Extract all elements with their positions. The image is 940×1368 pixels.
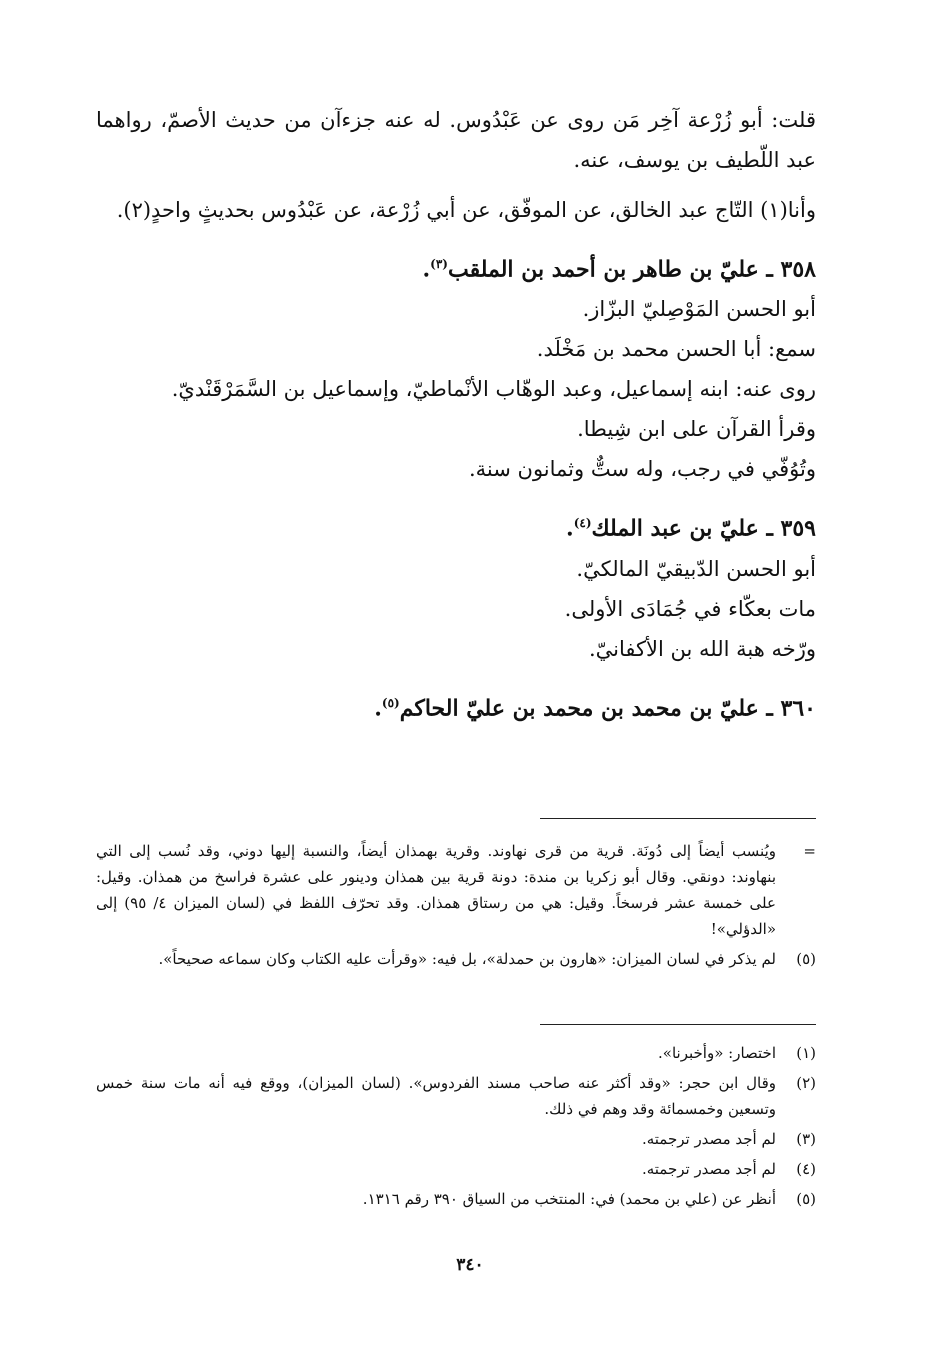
footnote (96, 838, 816, 942)
entry-title: ٣٥٩ ـ عليّ بن عبد الملك$^{(٤)}$. (566, 515, 816, 542)
entry-line: أبو الحسن المَوْصِليّ البزّاز. (582, 297, 816, 322)
entry-line: وتُوُفّي في رجب، وله ستٌّ وثمانون سنة. (468, 457, 816, 482)
footnote-divider (540, 818, 816, 819)
footnote-number: (٥) (796, 1190, 816, 1208)
footnote-divider (540, 1024, 816, 1025)
continued-notes (96, 838, 816, 976)
footnote (96, 1070, 816, 1122)
entry-line: روى عنه: ابنه إسماعيل، وعبد الوهّاب الأنْماطيّ، وإسماعيل بن السَّمَرْقَنْديّ. (171, 377, 816, 402)
page-number: ٣٤٠ (456, 1255, 484, 1275)
footnote-ref: (٤) (573, 516, 592, 531)
footnote-text: وقال ابن حجر: «وقد أكثر عنه صاحب مسند الفردوس». (لسان الميزان)، ووقع فيه أنه مات سنة خمس وتسعين وخمسمائة وقد وهم في ذلك. (96, 1074, 776, 1118)
footnote-number: (٢) (796, 1074, 816, 1092)
footnote (96, 1126, 816, 1152)
footnote (96, 1186, 816, 1212)
footnote-ref: (٥) (381, 695, 400, 710)
footnote-text: لم يذكر في لسان الميزان: «هارون بن حمدلة»، بل فيه: «وقرأت عليه الكتاب وكان سماعه صحيحاً». (158, 950, 776, 968)
footnote-number: (٥) (796, 950, 816, 968)
paragraph: قلت: أبو زُرْعة آخِر مَن روى عن عَبْدُوس. له عنه جزءآن من حديث الأصمّ، رواهما عبد اللّطيف بن يوسف، عنه. (96, 108, 816, 172)
footnote-text: لم أجد مصدر ترجمته. (641, 1160, 776, 1178)
footnote-number: (٣) (796, 1130, 816, 1148)
entry-line: ورّخه هبة الله بن الأكفانيّ. (588, 636, 816, 661)
footnote-text: لم أجد مصدر ترجمته. (641, 1130, 776, 1148)
entry-line: سمع: أبا الحسن محمد بن مَخْلَد. (536, 337, 816, 362)
biography-entry (96, 683, 816, 728)
footnote-number: = (803, 842, 816, 860)
footnote-text: اختصار: «وأخبرنا». (658, 1044, 776, 1062)
biography-entry (96, 503, 816, 668)
main-text (96, 100, 816, 728)
entry-title: ٣٦٠ ـ عليّ بن محمد بن محمد بن عليّ الحاكم$^{(٥)}$. (374, 694, 816, 721)
footnote (96, 1156, 816, 1182)
footnote-text: ويُنسب أيضاً إلى دُونَة. قرية من قرى نهاوند. وقرية بهمذان أيضاً، والنسبة إليها دوني، وقد نُسب إلى التي بنهاوند: دونقي. وقال أبو زكريا بن مندة: دونة قرية بين همذان ودينور على عشرة فراسخ من همذان. وقيل: على خمسة عشر فرسخاً. وقيل: هي من رستاق همذان. وقد تحرّف اللفظ في (لسان الميزان ٤/ ٩٥) إلى «الدؤلي»! (96, 842, 776, 938)
footnote-ref: (٣) (430, 257, 448, 271)
footnotes (96, 1040, 816, 1216)
entry-line: مات بعكّاء في جُمَادَى الأولى. (564, 596, 816, 621)
footnote (96, 1040, 816, 1066)
footnote-text: أنظر عن (علي بن محمد) في: المنتخب من السياق ٣٩٠ رقم ١٣١٦. (362, 1190, 776, 1208)
paragraph: وأنا(١) التّاج عبد الخالق، عن الموفّق، عن أبي زُرْعة، عن عَبْدُوس بحديثٍ واحدٍ(٢). (116, 198, 816, 222)
entry-line: وقرأ القرآن على ابن شِيطا. (577, 417, 816, 442)
entry-line: أبو الحسن الدّبيقيّ المالكيّ. (576, 556, 816, 581)
footnote (96, 946, 816, 972)
entry-title: ٣٥٨ ـ عليّ بن طاهر بن أحمد بن الملقب$^{(٣)}$. (422, 256, 816, 283)
footnote-number: (٤) (796, 1160, 816, 1178)
footnote-number: (١) (796, 1044, 816, 1062)
biography-entry (96, 244, 816, 489)
